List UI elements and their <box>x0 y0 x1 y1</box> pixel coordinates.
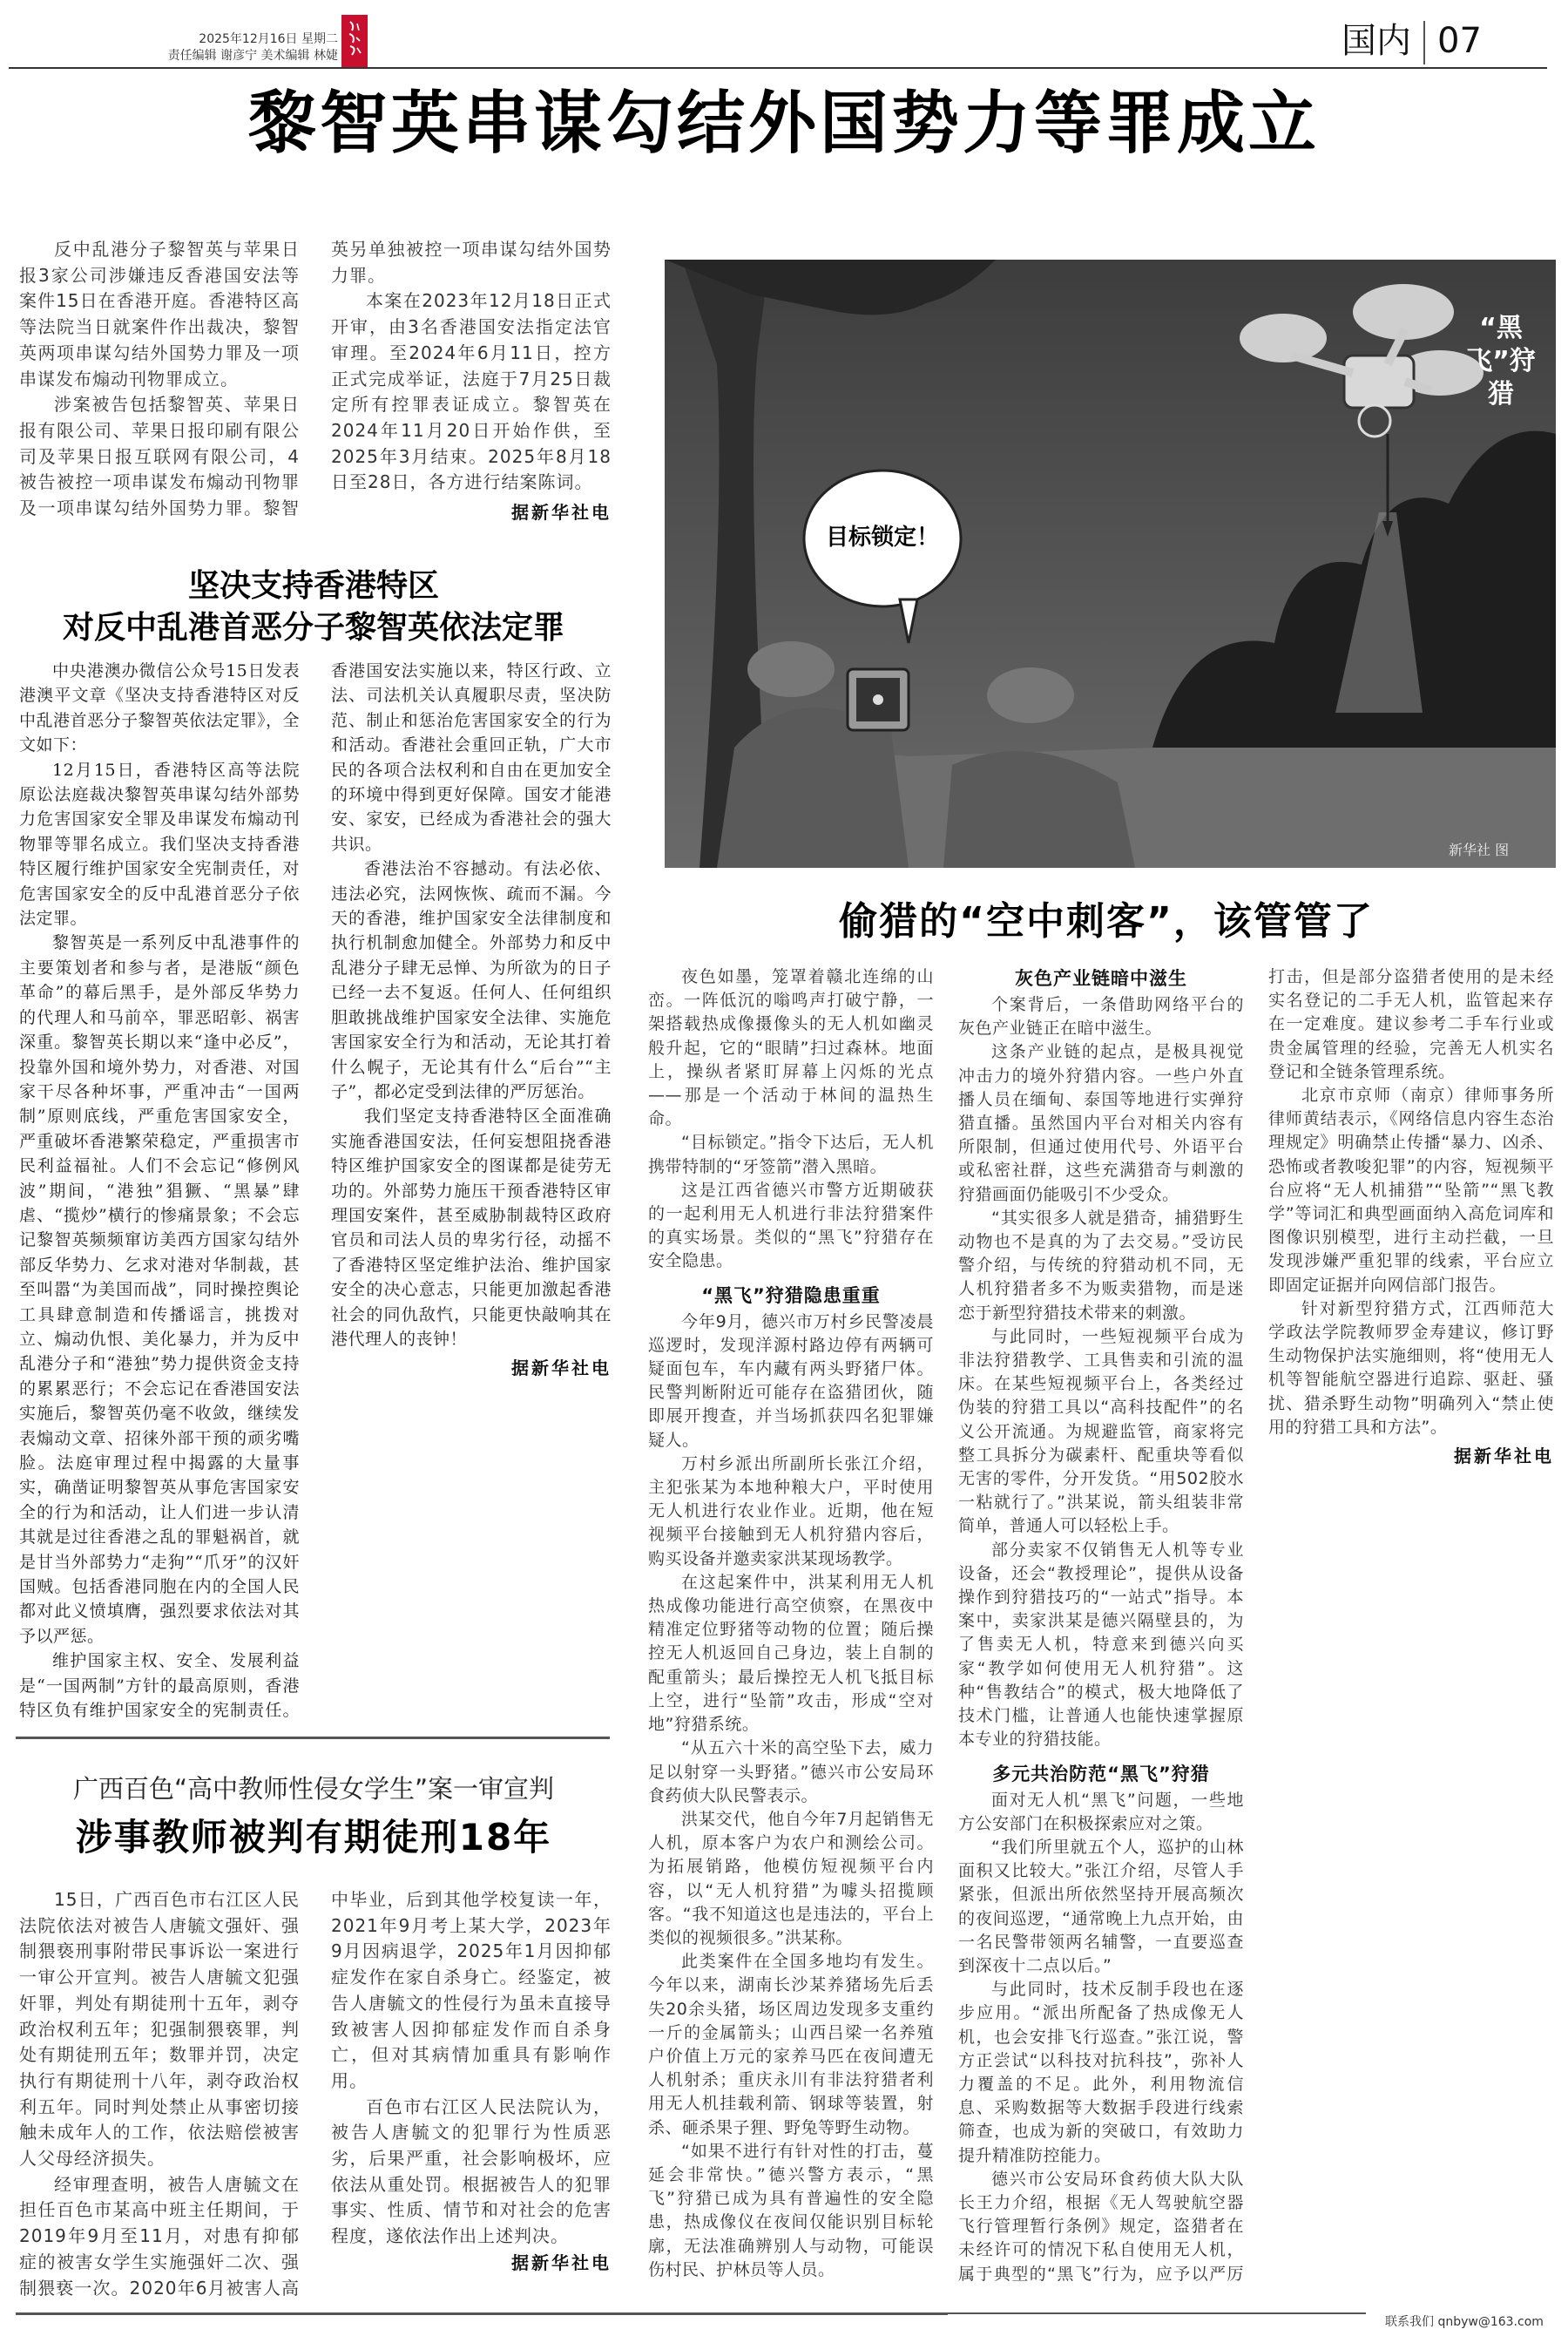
drone-paragraph: 针对新型狩猎方式，江西师范大学政法学院教师罗金寿建议，修订野生动物保护法实施细则，将“使用无人机等智能航空器进行追踪、驱赶、骚扰、猎杀野生动物”明确列入“禁止使用的狩猎工具和方法”。 <box>1268 1298 1554 1437</box>
cartoon-scene-icon <box>665 260 1556 868</box>
drone-paragraph: 部分卖家不仅销售无人机等专业设备，还会“教授理论”，提供从设备操作到狩猎技巧的“一站式”指导。本案中，卖家洪某是德兴隔壁县的，为了售卖无人机，特意来到德兴向买家“教学如何使用无人机狩猎”。这种“售教结合”的模式，极大地降低了技术门槛，让普通人也能快速掌握原本专业的狩猎技能。 <box>958 1540 1244 1750</box>
teacher-case-headline: 涉事教师被判有期徒刑18年 <box>75 1816 552 1859</box>
drone-paragraph: 万村乡派出所副所长张江介绍，主犯张某为本地种粮大户，平时使用无人机进行农业作业。近期，他在短视频平台接触到无人机狩猎内容后，购买设备并邀卖家洪某现场教学。 <box>648 1453 934 1568</box>
issue-date: 2025年12月16日 星期二 <box>199 32 338 46</box>
teacher-case-kicker: 广西百色“高中教师性侵女学生”案一审宣判 <box>72 1774 555 1804</box>
lead-paragraph: 反中乱港分子黎智英与苹果日报3家公司涉嫌违反香港国安法等案件15日在香港开庭。香港特区高等法院当日就案件作出裁决，黎智英两项串谋勾结外国势力罪及一项串谋发布煽动刊物罪成立。 <box>19 239 300 389</box>
drone-paragraph: 洪某交代，他自今年7月起销售无人机，原本客户为农户和测绘公司。为拓展销路，他模仿短视频平台内容，以“无人机狩猎”为噱头招揽顾客。“我不知道这也是违法的，平台上类似的视频很多。”洪某称。 <box>648 1809 934 1947</box>
teacher-case-paragraph: 经审理查明，被告人唐毓文在担任百色市某高中班主任期间，于2019年9月至11月，对患有抑郁症的被害女学生实施强奸二次、强制猥亵一次。2020年6月被害人高中毕业，后到其他学校复读一年，2021年9月考上某大学，2023年9月因病退学，2025年1月因抑郁症发作在家自杀身亡。经鉴定，被告人唐毓文的性侵行为虽未直接导致被害人因抑郁症发作而自杀身亡，但对其病情加重具有影响作用。 <box>19 1889 612 2299</box>
drone-intro-paragraph: 这是江西省德兴市警方近期破获的一起利用无人机进行非法狩猎案件的真实场景。类似的“黑飞”狩猎存在安全隐患。 <box>648 1180 934 1271</box>
lead-headline: 黎智英串谋勾结外国势力等罪成立 <box>247 85 1320 163</box>
illustration-caption-title: “黑飞”狩猎 <box>1466 313 1536 410</box>
lead-story-body <box>19 237 612 551</box>
drone-paragraph: “从五六十米的高空坠下去，威力足以射穿一头野猪。”德兴市公安局环食药侦大队民警表示。 <box>648 1738 934 1805</box>
divider <box>16 2312 948 2315</box>
teacher-case-credit: 据新华社电 <box>511 2251 612 2273</box>
drone-paragraph: 在这起案件中，洪某利用无人机热成像功能进行高空侦察，在黑夜中精准定位野猪等动物的位置；随后操控无人机返回自己身边，装上自制的配重箭头；最后操控无人机飞抵目标上空，进行“坠箭”攻击，形成“空对地”狩猎系统。 <box>648 1572 934 1735</box>
lead-credit: 据新华社电 <box>511 502 612 524</box>
drone-intro-paragraph: “目标锁定。”指令下达后，无人机携带特制的“牙签箭”潜入黑暗。 <box>648 1133 934 1176</box>
drone-feature-headline: 偷猎的“空中刺客”，该管管了 <box>839 899 1374 944</box>
drone-paragraph: 此类案件在全国多地均有发生。今年以来，湖南长沙某养猪场先后丢失20余头猪，场区周边发现多支重约一斤的金属箭头；山西吕梁一名养殖户价值上万元的家养马匹在夜间遭无人机射杀；重庆永川有非法狩猎者利用无人机挂载利箭、钢球等装置，射杀、砸杀果子狸、野兔等野生动物。 <box>648 1952 934 2137</box>
drone-paragraph: 与此同时，技术反制手段也在逐步应用。“派出所配备了热成像无人机，也会安排飞行巡查。”张江说，警方正尝试“以科技对抗科技”，弥补人力覆盖的不足。此外，利用物流信息、采购数据等大数据手段进行线索筛查，也成为新的突破口，有效助力提升精准防控能力。 <box>958 1980 1244 2165</box>
teacher-case-paragraph: 15日，广西百色市右江区人民法院依法对被告人唐毓文强奸、强制猥亵刑事附带民事诉讼一案进行一审公开宣判。被告人唐毓文犯强奸罪，判处有期徒刑十五年，剥夺政治权利五年；犯强制猥亵罪，判处有期徒刑五年；数罪并罚，决定执行有期徒刑十八年，剥夺政治权利五年。同时判处禁止从事密切接触未成年人的工作，依法赔偿被害人父母经济损失。 <box>19 1889 300 2170</box>
teacher-case-body <box>19 1887 612 2309</box>
commentary-paragraph: 我们坚定支持香港特区全面准确实施香港国安法，任何妄想阻挠香港特区维护国家安全的图谋都是徒劳无功的。外部势力施压干预香港特区审理国安案件，甚至威胁制裁特区政府官员和司法人员的卑劣行径，动摇不了香港特区坚定维护法治、维护国家安全的决心意志，只能更加激起香港社会的同仇敌忾，只能更快敲响其在港代理人的丧钟！ <box>331 1107 612 1349</box>
speech-bubble-text: 目标锁定！ <box>825 525 939 551</box>
drone-section-title: “黑飞”狩猎隐患重重 <box>701 1284 881 1306</box>
commentary-title <box>0 565 627 648</box>
drone-paragraph: 个案背后，一条借助网络平台的灰色产业链正在暗中滋生。 <box>958 995 1244 1039</box>
section-name: 国内 <box>1342 21 1411 61</box>
drone-feature-credit: 据新华社电 <box>1454 1446 1554 1467</box>
drone-section-title: 多元共治防范“黑飞”狩猎 <box>992 1763 1210 1784</box>
drone-paragraph: 今年9月，德兴市万村乡民警凌晨巡逻时，发现洋源村路边停有两辆可疑面包车，车内藏有两头野猪尸体。民警判断附近可能存在盗猎团伙，随即展开搜查，并当场抓获四名犯罪嫌疑人。 <box>648 1311 934 1450</box>
masthead-info <box>139 31 338 64</box>
drone-paragraph: “如果不进行有针对性的打击，蔓延会非常快。”德兴警方表示，“黑飞”狩猎已成为具有普遍性的安全隐患，热成像仪在夜间仅能识别目标轮廓，无法准确辨别人与动物，可能误伤村民、护林员等人员。 <box>648 2141 934 2279</box>
drone-paragraph: “我们所里就五个人，巡护的山林面积又比较大。”张江介绍，尽管人手紧张，但派出所依然坚持开展高频次的夜间巡逻，“通常晚上九点开始，由一名民警带领两名辅警，一直要巡查到深夜十二点以后。” <box>958 1837 1244 1975</box>
commentary-body <box>19 659 612 1727</box>
drone-paragraph: 与此同时，一些短视频平台成为非法狩猎教学、工具售卖和引流的温床。在某些短视频平台上，各类经过伪装的狩猎工具以“高科技配件”的名义公开流通。为规避监管，商家将完整工具拆分为碳素杆、配重块等看似无害的零件，分开发货。“用502胶水一粘就行了。”洪某说，箭头组装非常简单，普通人可以轻松上手。 <box>958 1326 1244 1536</box>
section-divider <box>1423 21 1425 64</box>
drone-feature-body <box>648 965 1554 2306</box>
drone-hunting-illustration <box>665 260 1556 868</box>
teacher-case-paragraph: 百色市右江区人民法院认为，被告人唐毓文的犯罪行为性质恶劣，后果严重，社会影响极坏，应依法从重处罚。根据被告人的犯罪事实、性质、情节和对社会的危害程度，遂依法作出上述判决。 <box>331 2096 612 2247</box>
calligraphy-logo-icon <box>345 18 364 60</box>
commentary-paragraph: 维护国家主权、安全、发展利益是“一国两制”方针的最高原则，香港特区负有维护国家安全的宪制责任。香港国安法实施以来，特区行政、立法、司法机关认真履职尽责，坚决防范、制止和惩治危害国家安全的行为和活动。香港社会重回正轨，广大市民的各项合法权利和自由在更加安全的环境中得到更好保障。国安才能港安、家安，已经成为香港社会的强大共识。 <box>19 661 612 1721</box>
commentary-paragraph: 12月15日，香港特区高等法院原讼法庭裁决黎智英串谋勾结外部势力危害国家安全罪及串谋发布煽动刊物罪等罪名成立。我们坚决支持香港特区履行维护国家安全宪制责任，对危害国家安全的反中乱港首恶分子依法定罪。 <box>19 760 300 929</box>
drone-paragraph: 面对无人机“黑飞”问题，一些地方公安部门在积极探索应对之策。 <box>958 1790 1244 1833</box>
footer-contact[interactable]: 联系我们 qnbyw@163.com <box>1385 2315 1544 2329</box>
commentary-paragraph: 黎智英是一系列反中乱港事件的主要策划者和参与者，是港版“颜色革命”的幕后黑手，是外部反华势力的代理人和马前卒，罪恶昭彰、祸害深重。黎智英长期以来“逢中必反”，投靠外国和境外势力，对香港、对国家干尽各种坏事，严重冲击“一国两制”原则底线，严重危害国家安全，严重破坏香港繁荣稳定，严重损害市民利益福祉。人们不会忘记“修例风波”期间，“港独”猖獗、“黑暴”肆虐、“揽炒”横行的惨痛景象；不会忘记黎智英频频窜访美西方国家勾结外部反华势力、乞求对港对华制裁，甚至叫嚣“为美国而战”，同时操控舆论工具肆意制造和传播谣言，挑拨对立、煽动仇恨、美化暴力，并为反中乱港分子和“港独”势力提供资金支持的累累恶行；不会忘记在香港国安法实施后，黎智英仍毫不收敛，继续发表煽动文章、招徕外部干预的顽劣嘴脸。法庭审理过程中揭露的大量事实，确凿证明黎智英从事危害国家安全的行为和活动，让人们进一步认清其就是过往香港之乱的罪魁祸首，就是甘当外部势力“走狗”“爪牙”的汉奸国贼。包括香港同胞在内的全国人民都对此义愤填膺，强烈要求依法对其予以严惩。 <box>19 933 300 1646</box>
drone-icon <box>1240 284 1484 537</box>
illustration-credit: 新华社 图 <box>1449 842 1510 858</box>
commentary-paragraph: 香港法治不容撼动。有法必依、违法必究，法网恢恢、疏而不漏。今天的香港，维护国家安全法律制度和执行机制愈加健全。外部势力和反中乱港分子肆无忌惮、为所欲为的日子已经一去不复返。任何人、任何组织胆敢挑战维护国家安全法律、实施危害国家安全行为和活动，无论其打着什么幌子，无论其有什么“后台”“主子”，都必定受到法律的严厉惩治。 <box>331 859 612 1101</box>
section-label <box>1342 19 1482 64</box>
page-number: 07 <box>1437 21 1482 61</box>
lead-paragraph: 本案在2023年12月18日正式开审，由3名香港国安法指定法官审理。至2024年6月11日，控方正式完成举证，法庭于7月25日裁定所有控罪表证成立。黎智英在2024年11月20日开始作供，至2025年3月结束。2025年8月18日至28日，各方进行结案陈词。 <box>331 290 612 493</box>
editor-credits: 责任编辑 谢彦宁 美术编辑 林婕 <box>167 49 338 63</box>
divider <box>16 1737 610 1739</box>
drone-paragraph: 这条产业链的起点，是极具视觉冲击力的境外狩猎内容。一些户外直播人员在缅甸、泰国等地进行实弹狩猎直播。虽然国内平台对相关内容有所限制，但通过使用代号、外语平台或私密社群，这些充满猎奇与刺激的狩猎画面仍能吸引不少受众。 <box>958 1042 1244 1204</box>
commentary-paragraph: 中央港澳办微信公众号15日发表港澳平文章《坚决支持香港特区对反中乱港首恶分子黎智英依法定罪》，全文如下： <box>19 661 301 755</box>
commentary-title-line2: 对反中乱港首恶分子黎智英依法定罪 <box>62 609 564 646</box>
drone-paragraph: “其实很多人就是猎奇，捕猎野生动物也不是真的为了去交易。”受访民警介绍，与传统的狩猎动机不同，无人机狩猎者多不为贩卖猎物，而是迷恋于新型狩猎技术带来的刺激。 <box>958 1208 1244 1323</box>
commentary-credit: 据新华社电 <box>511 1358 612 1379</box>
footer-rule <box>948 2312 1366 2314</box>
commentary-title-line1: 坚决支持香港特区 <box>187 567 439 604</box>
drone-paragraph: 北京市京师（南京）律师事务所律师黄结表示，《网络信息内容生态治理规定》明确禁止传播“暴力、凶杀、恐怖或者教唆犯罪”的内容，短视频平台应将“无人机捕猎”“坠箭”“黑飞教学”等词汇和典型画面纳入高危词库和图像识别模型，进行主动拦截，一旦发现涉嫌严重犯罪的线索，平台应立即固定证据并向网信部门报告。 <box>1268 1086 1554 1295</box>
drone-intro-paragraph: 夜色如墨，笼罩着赣北连绵的山峦。一阵低沉的嗡鸣声打破宁静，一架搭载热成像摄像头的无人机如幽灵般升起，它的“眼睛”扫过森林。地面上，操纵者紧盯屏幕上闪烁的光点——那是一个活动于林间的温热生命。 <box>648 967 934 1129</box>
newspaper-logo <box>341 15 368 69</box>
masthead-rule <box>9 67 1547 69</box>
lead-paragraph: 涉案被告包括黎智英、苹果日报有限公司、苹果日报印刷有限公司及苹果日报互联网有限公司，4被告被控一项串谋发布煽动刊物罪及一项串谋勾结外国势力罪。黎智英另单独被控一项串谋勾结外国势力罪。 <box>19 239 612 519</box>
drone-section-title: 灰色产业链暗中滋生 <box>1015 968 1187 989</box>
drone-paragraph: 德兴市公安局环食药侦大队大队长王力介绍，根据《无人驾驶航空器飞行管理暂行条例》规定，盗猎者在未经许可的情况下私自使用无人机，属于典型的“黑飞”行为，应予以严厉打击，但是部分盗猎者使用的是未经实名登记的二手无人机，监管起来存在一定难度。建议参考二手车行业或贵金属管理的经验，完善无人机实名登记和全链条管理系统。 <box>958 967 1554 2284</box>
